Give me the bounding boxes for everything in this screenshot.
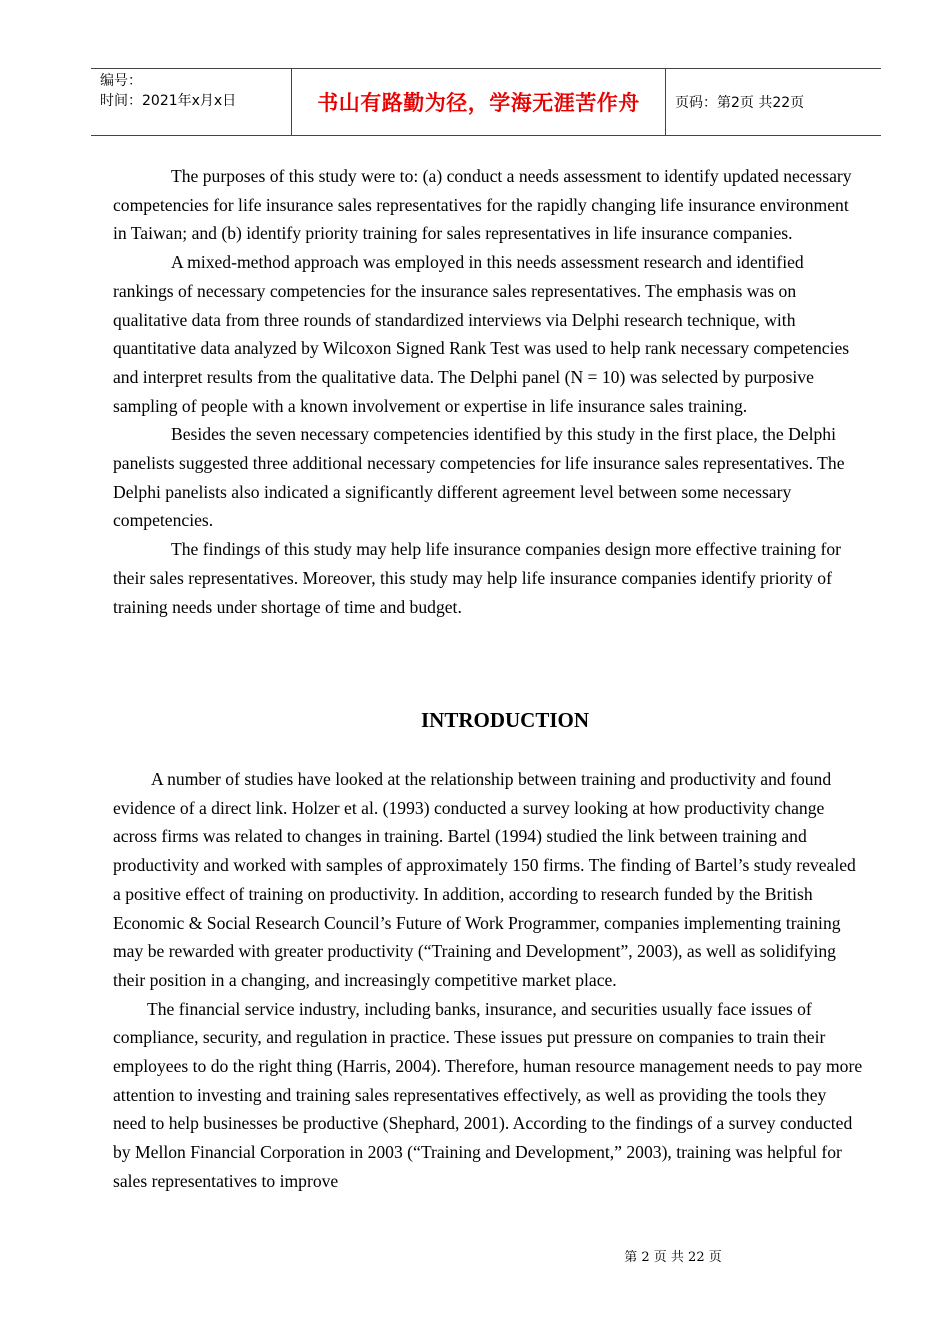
- paragraph: The findings of this study may help life insurance companies design more effective training for their sales representatives. Moreover, this study may help life insurance companies identify priority of training needs under shortage of time and budget.: [113, 539, 842, 617]
- motto: 书山有路勤为径，学海无涯苦作舟: [317, 91, 640, 115]
- number-label: 编号：: [100, 73, 142, 89]
- header-page-info: [666, 69, 881, 135]
- paragraph: The financial service industry, including banks, insurance, and securities usually face issues of compliance, security, and regulation in practice. These issues put pressure on companies to train their employees to do the right thing (Harris, 2004). Therefore, human resource management needs to pay more attention to investing and training sales representatives effectively, as well as providing the tools they need to help businesses be productive (Shephard, 2001). According to the findings of a survey conducted by Mellon Financial Corporation in 2003 (“Training and Development,” 2003), training was helpful for sales representatives to improve: [113, 998, 863, 1191]
- time-label: 时间：2021年x月x日: [100, 93, 237, 109]
- paragraph: A number of studies have looked at the relationship between training and productivity and found evidence of a direct link. Holzer et al. (1993) conducted a survey looking at how productivity change across firms was related to changes in training. Bartel (1994) studied the link between training and productivity and worked with samples of approximately 150 firms. The finding of Bartel’s study revealed a positive effect of training on productivity. In addition, according to research funded by the British Economic & Social Research Council’s Future of Work Programmer, companies implementing training may be rewarded with greater productivity (“Training and Development”, 2003), as well as solidifying their position in a changing, and increasingly competitive market place.: [113, 769, 856, 990]
- page-footer: 第 2 页 共 22 页: [624, 1250, 722, 1265]
- introduction-body: [113, 765, 863, 1196]
- paragraph: Besides the seven necessary competencies identified by this study in the first place, the Delphi panelists suggested three additional necessary competencies for life insurance sales representatives. The Delphi panelists also indicated a significantly different agreement level between some necessary competencies.: [113, 424, 845, 531]
- paragraph: The purposes of this study were to: (a) conduct a needs assessment to identify updated necessary competencies for life insurance sales representatives for the rapidly changing life insurance environment in Taiwan; and (b) identify priority training for sales representatives in life insurance companies.: [113, 166, 852, 244]
- abstract-body: [113, 162, 863, 621]
- page-header: [91, 68, 881, 136]
- header-motto-cell: [292, 69, 666, 135]
- section-heading: INTRODUCTION: [420, 708, 590, 732]
- paragraph: A mixed-method approach was employed in this needs assessment research and identified rankings of necessary competencies for the insurance sales representatives. The emphasis was on qualitative data from three rounds of standardized interviews via Delphi research technique, with quantitative data analyzed by Wilcoxon Signed Rank Test was used to help rank necessary competencies and interpret results from the qualitative data. The Delphi panel (N = 10) was selected by purposive sampling of people with a known involvement or expertise in life insurance sales training.: [113, 252, 850, 416]
- header-meta: [91, 69, 292, 135]
- page-info: 页码：第2页 共22页: [675, 95, 805, 111]
